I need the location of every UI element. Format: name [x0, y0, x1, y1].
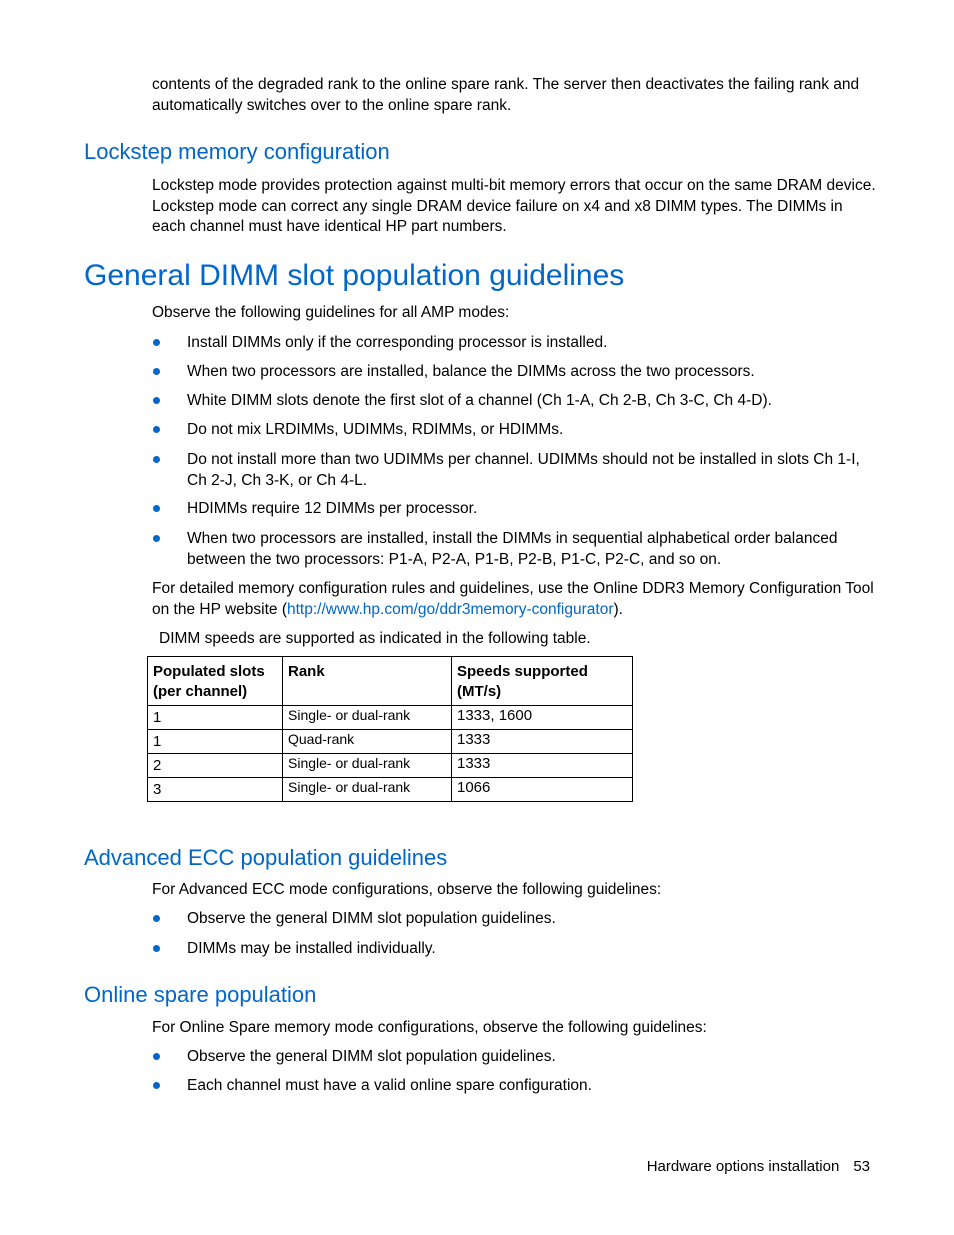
config-tool-text: For detailed memory configuration rules and guidelines, use the Online DDR3 Memory Configuration Tool on the HP website ( — [152, 580, 874, 618]
cell-rank: Single- or dual-rank — [283, 706, 452, 730]
bullet-text: When two processors are installed, install the DIMMs in sequential alphabetical order balanced between the two processors: P1-A, P2-A, P1-B, P2-B, P1-C, P2-C, and so on. — [187, 530, 838, 568]
cell-rank: Single- or dual-rank — [283, 778, 452, 802]
cell-slots: 1 — [148, 730, 283, 754]
bullet-text: HDIMMs require 12 DIMMs per processor. — [187, 500, 478, 517]
advanced-ecc-intro: For Advanced ECC mode configurations, observe the following guidelines: — [152, 881, 662, 898]
dimm-speed-table — [147, 656, 633, 802]
bullet-icon — [153, 339, 160, 346]
cell-slots: 2 — [148, 754, 283, 778]
bullet-icon — [153, 368, 160, 375]
cell-speeds: 1333, 1600 — [452, 706, 633, 730]
bullet-text: Observe the general DIMM slot population guidelines. — [187, 1048, 556, 1065]
table-header-row — [148, 657, 633, 706]
bullet-text: White DIMM slots denote the first slot of a channel (Ch 1-A, Ch 2-B, Ch 3-C, Ch 4-D). — [187, 392, 772, 409]
cell-speeds: 1333 — [452, 754, 633, 778]
page-number: 53 — [853, 1158, 870, 1175]
bullet-text: Do not install more than two UDIMMs per channel. UDIMMs should not be installed in slots Ch 1-I, Ch 2-J, Ch 3-K, or Ch 4-L. — [187, 451, 860, 489]
table-intro: DIMM speeds are supported as indicated in the following table. — [159, 630, 591, 647]
bullet-text: DIMMs may be installed individually. — [187, 940, 436, 957]
bullet-icon — [153, 1082, 160, 1089]
cell-rank: Quad-rank — [283, 730, 452, 754]
intro-paragraph: contents of the degraded rank to the online spare rank. The server then deactivates the failing rank and automatically switches over to the online spare rank. — [152, 76, 860, 114]
config-tool-text-end: ). — [613, 600, 623, 618]
bullet-text: Install DIMMs only if the corresponding processor is installed. — [187, 334, 608, 351]
online-spare-intro: For Online Spare memory mode configurations, observe the following guidelines: — [152, 1019, 707, 1036]
table-row — [148, 754, 633, 778]
bullet-icon — [153, 945, 160, 952]
cell-slots: 1 — [148, 706, 283, 730]
advanced-ecc-heading: Advanced ECC population guidelines — [84, 845, 448, 870]
table-row — [148, 778, 633, 802]
cell-slots: 3 — [148, 778, 283, 802]
footer-section-title: Hardware options installation — [646, 1158, 840, 1175]
col-header-speeds: Speeds supported (MT/s) — [452, 657, 633, 706]
page-footer — [647, 1158, 870, 1175]
config-tool-paragraph — [152, 579, 877, 620]
col-header-rank: Rank — [283, 657, 452, 706]
bullet-text: Each channel must have a valid online spare configuration. — [187, 1077, 592, 1094]
bullet-icon — [153, 397, 160, 404]
bullet-icon — [153, 505, 160, 512]
lockstep-heading: Lockstep memory configuration — [84, 139, 390, 164]
table-row — [148, 730, 633, 754]
table-row — [148, 706, 633, 730]
bullet-text: Do not mix LRDIMMs, UDIMMs, RDIMMs, or HDIMMs. — [187, 421, 564, 438]
lockstep-body: Lockstep mode provides protection against multi-bit memory errors that occur on the same DRAM device. Lockstep mode can correct any single DRAM device failure on x4 and x8 DIMM types. The DIMMs in each channel must have identical HP part numbers. — [152, 177, 876, 235]
bullet-icon — [153, 426, 160, 433]
cell-rank: Single- or dual-rank — [283, 754, 452, 778]
bullet-icon — [153, 456, 160, 463]
general-heading: General DIMM slot population guidelines — [84, 259, 625, 292]
online-spare-heading: Online spare population — [84, 982, 317, 1007]
general-intro: Observe the following guidelines for all AMP modes: — [152, 304, 510, 321]
bullet-icon — [153, 1053, 160, 1060]
config-tool-link[interactable]: http://www.hp.com/go/ddr3memory-configurator — [286, 600, 614, 618]
bullet-text: Observe the general DIMM slot population guidelines. — [187, 910, 556, 927]
bullet-text: When two processors are installed, balance the DIMMs across the two processors. — [187, 363, 755, 380]
cell-speeds: 1333 — [452, 730, 633, 754]
col-header-slots: Populated slots (per channel) — [148, 657, 283, 706]
bullet-icon — [153, 915, 160, 922]
cell-speeds: 1066 — [452, 778, 633, 802]
bullet-icon — [153, 535, 160, 542]
